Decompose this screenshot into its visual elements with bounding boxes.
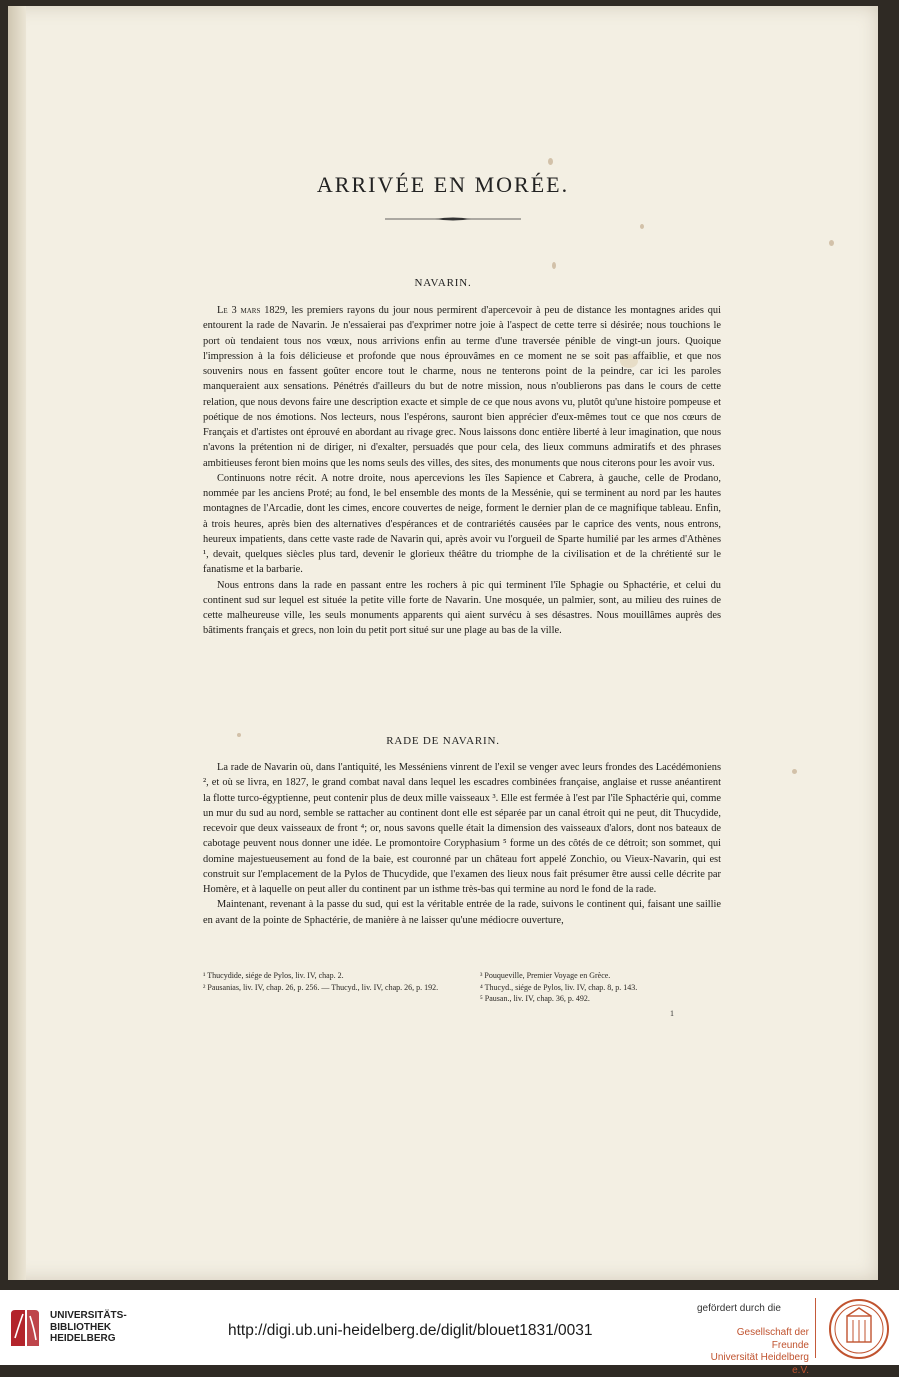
foxing-spot [548, 158, 553, 165]
sponsor-divider [815, 1298, 816, 1358]
page-number: 1 [670, 1009, 674, 1018]
section-heading-navarin: NAVARIN. [414, 277, 472, 289]
sponsor-name [697, 1327, 809, 1377]
foxing-spot [640, 224, 644, 229]
permalink-url[interactable]: http://digi.ub.uni-heidelberg.de/diglit/blouet1831/0031 [228, 1322, 593, 1339]
paragraph: Continuons notre récit. A notre droite, nous apercevions les îles Sapience et Cabrera, à gauche, celle de Prodano, nommée par les anciens Proté; au fond, le bel ensemble des monts de la Messénie, qui se terminent au nord par les hautes montagnes de l'Arcadie, dont les cimes, encore couvertes de neige, forment le dernier plan de ce magnifique tableau. Enfin, à trois heures, après bien des alternatives d'espérances et de contrariétés causées par le caprice des vents, nous entrons, heureux impatients, dans cette vaste rade de Navarin qui, après avoir vu l'orgueil de Sparte humilié par les armes d'Athènes ¹, devait, quelques siècles plus tard, devenir le glorieux théâtre du triomphe de la civilisation et de la chrétienté sur le fanatisme et la barbarie. [203, 472, 721, 576]
section-body-rade [203, 760, 721, 928]
scanned-page [8, 6, 878, 1280]
section-body-navarin [203, 303, 721, 639]
library-name-line: UNIVERSITÄTS- [50, 1310, 127, 1321]
paragraph: La rade de Navarin où, dans l'antiquité, les Messéniens vinrent de l'exil se venger avec leurs frondes des Lacédémoniens ², et où se livra, en 1827, le grand combat naval dans lequel les escadres combinées française, anglaise et russe anéantirent la flotte turco-égyptienne, peut contenir plus de deux mille vaisseaux ³. Elle est fermée à l'est par l'île Sphactérie qui, comme un mur du sud au nord, semble se rattacher au continent dont elle est séparée par un canal étroit qui ne peut, dit Thucydide, recevoir que deux vaisseaux de front ⁴; or, nous savons quelle était la dimension des vaisseaux d'alors, dont nos bateaux de cabotage peuvent nous donner une idée. Le promontoire Coryphasium ⁵ forme un des côtés de ce détroit; son sommet, qui domine majestueusement au fond de la baie, est couronné par un château fort appelé Zonchio, ou Vieux-Navarin, qui est construit sur l'emplacement de la Pylos de Thucydide, que l'examen des lieux nous fait présumer être aussi celle décrite par Homère, et à laquelle on peut aller du continent par un isthme très-bas qui termine au nord le fond de la rade. [203, 762, 721, 895]
page-title: ARRIVÉE EN MORÉE. [316, 172, 570, 197]
library-name-line: HEIDELBERG [50, 1333, 116, 1344]
footnotes-left-column [203, 970, 455, 993]
footnote: ¹ Thucydide, siége de Pylos, liv. IV, chap. 2. [203, 971, 344, 980]
footnote: ² Pausanias, liv. IV, chap. 26, p. 256. — Thucyd., liv. IV, chap. 26, p. 192. [203, 982, 439, 992]
paragraph [203, 303, 721, 471]
paragraph: Nous entrons dans la rade en passant entre les rochers à pic qui terminent l'île Sphagie ou Sphactérie, et celui du continent sud sur lequel est située la petite ville forte de Navarin. Une mosquée, un palmier, sont, au milieu des ruines de cette malheureuse ville, les seuls monuments apparents qui aient survécu à ses désastres. Nous mouillâmes auprès des bâtiments français et grecs, non loin du petit port situé sur une plage au bas de la ville. [203, 579, 721, 637]
footnote: ⁴ Thucyd., siége de Pylos, liv. IV, chap. 8, p. 143. [480, 982, 638, 992]
paragraph: Maintenant, revenant à la passe du sud, qui est la véritable entrée de la rade, suivons le continent qui, faisant une saillie en avant de la pointe de Sphactérie, de manière à ne laisser qu'une médiocre ouverture, [203, 899, 721, 926]
paragraph-lead: Le 3 mars [217, 305, 261, 316]
foxing-spot [552, 262, 556, 269]
foxing-spot [829, 240, 834, 246]
university-seal-icon [828, 1298, 890, 1360]
footnotes-right-column [480, 970, 732, 1005]
section-heading-rade-de-navarin: RADE DE NAVARIN. [386, 735, 500, 747]
footnote: ³ Pouqueville, Premier Voyage en Grèce. [480, 971, 611, 980]
foxing-spot [792, 769, 797, 774]
sponsor-name-line: Universität Heidelberg e.V. [710, 1352, 809, 1376]
sponsor-label: gefördert durch die [697, 1303, 781, 1314]
paragraph-text: 1829, les premiers rayons du jour nous permirent d'apercevoir à peu de distance les montagnes arides qui entourent la rade de Navarin. Je n'essaierai pas d'exprimer notre joie à l'aspect de cette terre si désirée; nous touchions le port où tendaient tous nos vœux, nous arrivions enfin au terme d'une traversée pénible de vingt-un jours. Quoique l'impression à la fois délicieuse et profonde que nous éprouvâmes en ce moment ne se soit pas affaiblie, et que nos souvenirs nous en fassent goûter encore tout le charme, nous ne tenterons point de la peindre, car ici les paroles manqueraient aux sensations. Pénétrés d'ailleurs du but de notre mission, nous n'oublierons pas dans le cours de cette relation, que nous devons faire une description exacte et simple de ce que nous avons vu, plutôt qu'une histoire pompeuse et poétique de nos émotions. Nos lecteurs, nous l'espérons, sauront bien apprécier d'eux-mêmes tout ce que nos cœurs de Français et d'artistes ont éprouvé en abordant au rivage grec. Nous laissons donc entière liberté à leur imagination, que nous n'avons la prétention ni de diriger, ni d'exalter, persuadés que pour cela, des lieux communs admiratifs et des phrases ambitieuses feront bien moins que les noms seuls des villes, des sites, des monuments que nous citerons pour les avoir vus. [203, 305, 721, 469]
viewer-footer [0, 1290, 899, 1376]
library-name-line: BIBLIOTHEK [50, 1321, 112, 1333]
footnote: ⁵ Pausan., liv. IV, chap. 36, p. 492. [480, 994, 590, 1003]
library-name [50, 1310, 127, 1345]
title-ornamental-rule [385, 216, 521, 222]
library-logo-icon [8, 1308, 42, 1348]
sponsor-name-line: Gesellschaft der Freunde [736, 1327, 809, 1351]
